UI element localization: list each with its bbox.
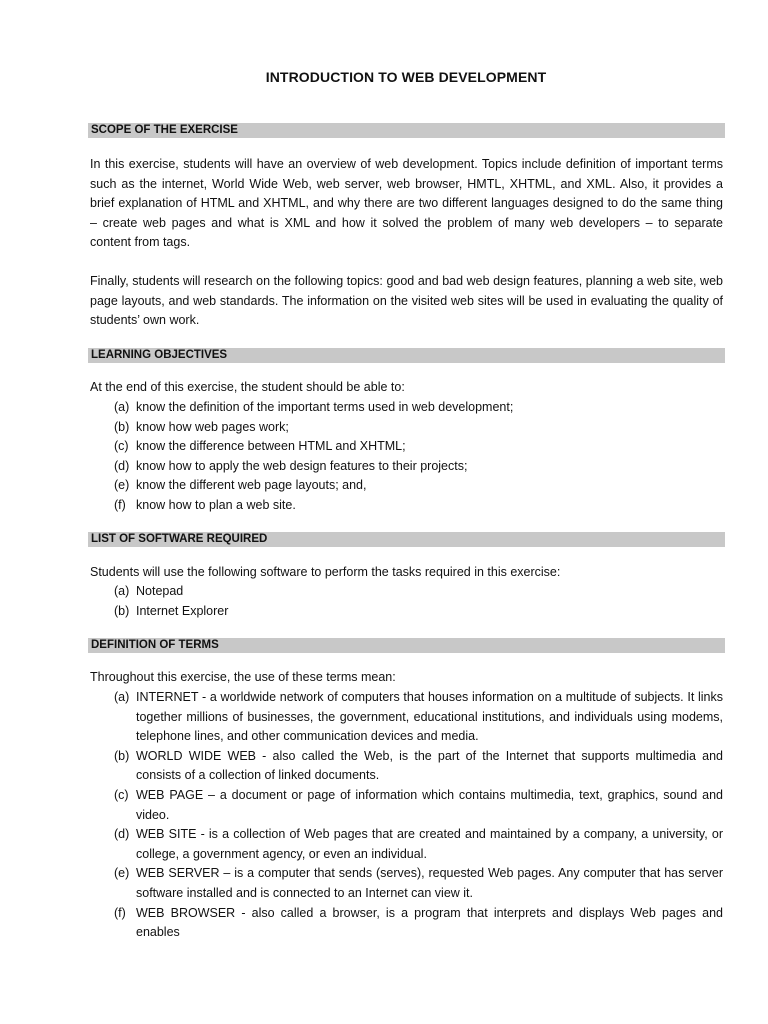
list-item (90, 904, 723, 943)
list-item (90, 747, 723, 786)
list-item-text: INTERNET - a worldwide network of computers that houses information on a multitude of subjects. It links together millions of businesses, the government, educational institutions, and individuals using modems, telephone lines, and other communication devices and media. (136, 690, 723, 744)
list-item-label: (b) (114, 419, 130, 434)
list-item-label: (f) (114, 497, 126, 512)
list-item (90, 582, 723, 602)
list-item-label: (e) (114, 866, 130, 881)
list-item-text: know the definition of the important terms used in web development; (136, 400, 514, 414)
section-heading-scope: SCOPE OF THE EXERCISE (88, 123, 725, 138)
list-item (90, 688, 723, 747)
list-item-label: (c) (114, 787, 129, 802)
list-item (90, 825, 723, 864)
list-item-text: WEB BROWSER - also called a browser, is a program that interprets and displays Web pages and enables (136, 905, 723, 940)
list-item-text: WEB PAGE – a document or page of information which contains multimedia, text, graphics, sound and video. (136, 787, 723, 822)
definitions-list (90, 688, 723, 943)
list-item-label: (f) (114, 905, 126, 920)
scope-paragraph-2: Finally, students will research on the following topics: good and bad web design features, planning a web site, web page layouts, and web standards. The information on the visited web sites will be used in evaluating the quality of students’ own work. (90, 274, 723, 328)
list-item-label: (a) (114, 690, 130, 704)
list-item-label: (e) (114, 478, 130, 493)
objectives-intro: At the end of this exercise, the student should be able to: (90, 380, 405, 394)
list-item (90, 476, 723, 496)
objectives-list (90, 398, 723, 516)
list-item-label: (d) (114, 827, 130, 842)
section-heading-definitions: DEFINITION OF TERMS (88, 638, 725, 653)
list-item-text: know how to plan a web site. (136, 497, 296, 512)
list-item-text: know the different web page layouts; and, (136, 478, 367, 493)
section-heading-objectives: LEARNING OBJECTIVES (88, 348, 725, 363)
list-item-text: Notepad (136, 584, 184, 598)
list-item-text: WEB SITE - is a collection of Web pages that are created and maintained by a company, a university, or college, a government agency, or even an individual. (136, 827, 723, 861)
list-item (90, 457, 723, 477)
list-item (90, 602, 723, 622)
list-item-text: Internet Explorer (136, 603, 229, 618)
scope-paragraph-1: In this exercise, students will have an overview of web development. Topics include definition of important terms such as the internet, World Wide Web, web server, web browser, HMTL, XHTML, and XML. Also, it provides a brief explanation of HTML and XHTML, and why there are two different languages designed to do the same thing – create web pages and what is XML and how it solved the problem of many web developers – to separate content from tags. (90, 157, 723, 250)
list-item-label: (d) (114, 458, 130, 473)
list-item (90, 418, 723, 438)
section-heading-software: LIST OF SOFTWARE REQUIRED (88, 532, 725, 547)
list-item (90, 437, 723, 457)
list-item (90, 398, 723, 418)
software-intro: Students will use the following software to perform the tasks required in this exercise: (90, 565, 561, 579)
list-item (90, 496, 723, 516)
list-item-text: know the difference between HTML and XHTML; (136, 439, 406, 454)
list-item-text: WORLD WIDE WEB - also called the Web, is the part of the Internet that supports multimedia and consists of a collection of linked documents. (136, 748, 723, 783)
list-item-label: (b) (114, 603, 130, 618)
document-title: INTRODUCTION TO WEB DEVELOPMENT (265, 69, 547, 85)
list-item-label: (c) (114, 439, 129, 454)
list-item-text: know how to apply the web design features to their projects; (136, 458, 468, 473)
list-item (90, 786, 723, 825)
list-item-label: (b) (114, 748, 130, 763)
software-list (90, 582, 723, 621)
list-item-text: know how web pages work; (136, 419, 289, 434)
definitions-intro: Throughout this exercise, the use of these terms mean: (90, 670, 396, 684)
list-item-label: (a) (114, 400, 130, 414)
list-item (90, 864, 723, 903)
list-item-text: WEB SERVER – is a computer that sends (serves), requested Web pages. Any computer that has server software installed and is connected to an Internet can view it. (136, 866, 723, 900)
list-item-label: (a) (114, 584, 130, 598)
